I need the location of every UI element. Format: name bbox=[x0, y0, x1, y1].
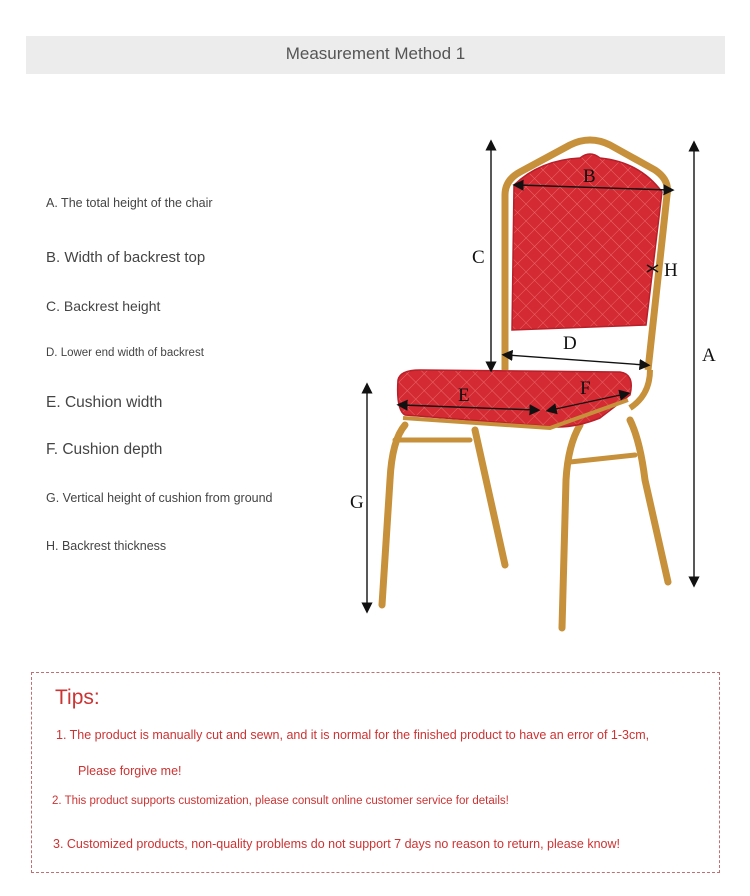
label-cushion-depth: F. Cushion depth bbox=[46, 441, 163, 458]
frame-arm-right bbox=[630, 370, 650, 408]
label-cushion-height: G. Vertical height of cushion from ground bbox=[46, 491, 273, 505]
tip-line-3: 3. Customized products, non-quality problems do not support 7 days no reason to return, please know! bbox=[53, 837, 620, 851]
tip-line-2: 2. This product supports customization, please consult online customer service for details! bbox=[52, 795, 509, 807]
label-backrest-height: C. Backrest height bbox=[46, 298, 161, 314]
dim-letter-h: H bbox=[664, 260, 678, 281]
header-bar bbox=[26, 36, 725, 74]
dim-letter-b: B bbox=[583, 166, 596, 187]
dim-letter-d: D bbox=[563, 333, 577, 354]
dim-letter-g: G bbox=[350, 492, 364, 513]
dim-letter-c: C bbox=[472, 247, 485, 268]
label-backrest-thickness: H. Backrest thickness bbox=[46, 539, 167, 553]
label-cushion-width: E. Cushion width bbox=[46, 394, 163, 411]
dim-letter-e: E bbox=[458, 385, 470, 406]
tip-line-1-continued: Please forgive me! bbox=[78, 764, 182, 778]
label-total-height: A. The total height of the chair bbox=[46, 196, 213, 210]
label-backrest-lower-width: D. Lower end width of backrest bbox=[46, 347, 204, 359]
dim-letter-a: A bbox=[702, 345, 716, 366]
chair-legs bbox=[382, 420, 668, 628]
chair-diagram bbox=[340, 130, 740, 640]
label-backrest-top-width: B. Width of backrest top bbox=[46, 249, 206, 266]
tip-line-1: 1. The product is manually cut and sewn, and it is normal for the finished product to have an error of 1-3cm, bbox=[56, 728, 650, 742]
tips-title: Tips: bbox=[55, 686, 100, 709]
tips-box bbox=[31, 672, 720, 873]
dim-letter-f: F bbox=[580, 378, 591, 399]
header-title: Measurement Method 1 bbox=[285, 44, 466, 63]
